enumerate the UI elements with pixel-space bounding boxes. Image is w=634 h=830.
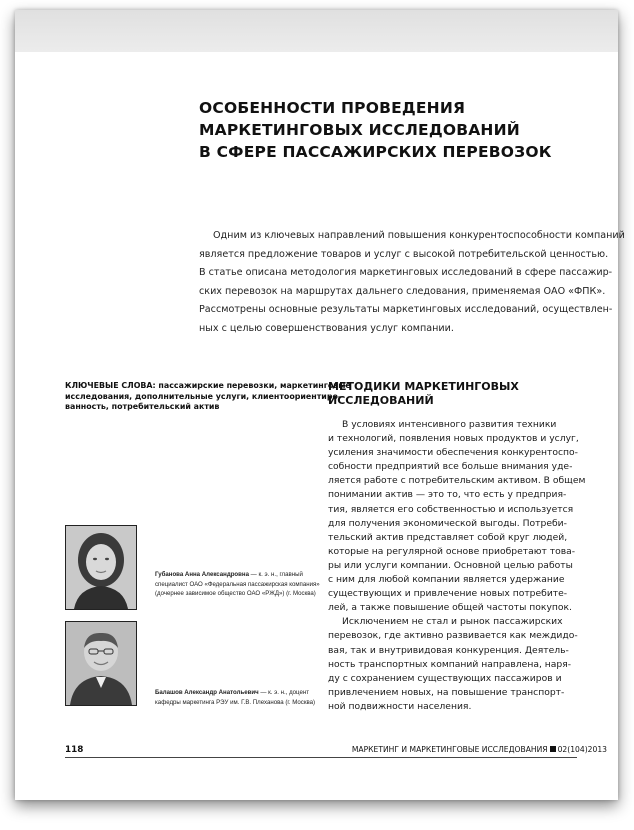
keywords bbox=[65, 381, 351, 413]
author-degree: — к. э. н., главный bbox=[248, 571, 303, 578]
title-line: ОСОБЕННОСТИ ПРОВЕДЕНИЯ bbox=[199, 99, 466, 117]
body-line: и технологий, появления новых продуктов и услуг, bbox=[328, 433, 579, 445]
body-line: усиления значимости обеспечения конкурентоспо- bbox=[328, 447, 578, 459]
body-line: тия, является его собственностью и используется bbox=[328, 503, 574, 515]
body-line: существующих и привлечение новых потребите- bbox=[328, 588, 568, 600]
title-line: МАРКЕТИНГОВЫХ ИССЛЕДОВАНИЙ bbox=[199, 121, 520, 139]
author-photo-1 bbox=[65, 525, 137, 610]
body-line: тельский актив представляет собой круг людей, bbox=[328, 531, 568, 543]
article-title bbox=[199, 97, 579, 163]
section-title-line: ИССЛЕДОВАНИЙ bbox=[328, 394, 434, 407]
top-stripe bbox=[15, 10, 618, 52]
footer-divider bbox=[65, 757, 577, 758]
body-line: В условиях интенсивного развития техники bbox=[342, 419, 557, 430]
author-info-2 bbox=[155, 688, 315, 707]
body-line: с ним для любой компании является удержание bbox=[328, 574, 565, 586]
body-line: ляется работе с потребительским активом. В общем bbox=[328, 475, 586, 487]
body-line: вая, так и внутривидовая конкуренция. Деятель- bbox=[328, 644, 569, 656]
body-line: понимании актив — это то, что есть у предприя- bbox=[328, 489, 567, 501]
body-line: Исключением не стал и рынок пассажирских bbox=[342, 616, 563, 628]
author-photo-2 bbox=[65, 621, 137, 706]
body-line: для получения экономической выгоды. Потреби- bbox=[328, 517, 567, 529]
body-line: которые на регулярной основе приобретают това- bbox=[328, 545, 576, 557]
abstract-line: ских перевозок на маршрутах дальнего следования, применяемая ОАО «ФПК». bbox=[199, 285, 606, 297]
author-affiliation: (дочернее зависимое общество ОАО «РЖД») (г. Москва) bbox=[155, 590, 316, 597]
journal-name: МАРКЕТИНГ И МАРКЕТИНГОВЫЕ ИССЛЕДОВАНИЯ bbox=[351, 745, 548, 754]
keywords-line: исследования, дополнительные услуги, клиентоориентиро- bbox=[65, 391, 342, 401]
author-position: специалист ОАО «Федеральная пассажирская компания» bbox=[155, 580, 320, 588]
body-line: лей, а также повышение общей частоты покупок. bbox=[328, 602, 572, 614]
body-line: ность транспортных компаний направлена, наря- bbox=[328, 658, 572, 670]
author-affiliation: кафедры маркетинга РЭУ им. Г.В. Плеханова (г. Москва) bbox=[155, 698, 316, 706]
author-degree: — к. э. н., доцент bbox=[258, 689, 310, 696]
body-line: ной подвижности населения. bbox=[328, 700, 472, 712]
author-info-1 bbox=[155, 570, 320, 599]
page-number: 118 bbox=[65, 745, 84, 755]
title-line: В СФЕРЕ ПАССАЖИРСКИХ ПЕРЕВОЗОК bbox=[199, 143, 552, 161]
body-line: ры или услуги компании. Основной целью работы bbox=[328, 559, 573, 571]
abstract bbox=[199, 227, 625, 338]
author-name: Балашов Александр Анатольевич bbox=[155, 689, 259, 696]
body-line: привлечением новых, на повышение транспорт- bbox=[328, 686, 565, 698]
journal-issue: 02(104)2013 bbox=[557, 745, 607, 754]
keywords-line: ванность, потребительский актив bbox=[65, 402, 220, 411]
square-bullet-icon bbox=[550, 746, 556, 752]
section-title bbox=[328, 380, 519, 408]
body-line: перевозок, где активно развивается как междидо- bbox=[328, 630, 578, 642]
abstract-line: является предложение товаров и услуг с высокой потребительской ценностью. bbox=[199, 248, 609, 260]
body-line: ду с сохранением существующих пассажиров и bbox=[328, 672, 562, 684]
body-text bbox=[328, 418, 586, 714]
body-line: собности предприятий все больше внимания уде- bbox=[328, 461, 573, 473]
section-title-line: МЕТОДИКИ МАРКЕТИНГОВЫХ bbox=[328, 380, 519, 393]
journal-footer bbox=[352, 745, 607, 754]
author-name: Губанова Анна Александровна bbox=[155, 571, 249, 578]
abstract-line: Одним из ключевых направлений повышения конкурентоспособности компаний bbox=[213, 230, 625, 241]
abstract-line: Рассмотрены основные результаты маркетинговых исследований, осуществлен- bbox=[199, 304, 613, 315]
abstract-line: ных с целью совершенствования услуг компании. bbox=[199, 322, 454, 334]
abstract-line: В статье описана методология маркетинговых исследований в сфере пассажир- bbox=[199, 267, 613, 278]
keywords-line: КЛЮЧЕВЫЕ СЛОВА: пассажирские перевозки, маркетинговые bbox=[65, 381, 351, 390]
portrait-man-icon bbox=[66, 622, 136, 705]
portrait-woman-icon bbox=[66, 526, 136, 609]
